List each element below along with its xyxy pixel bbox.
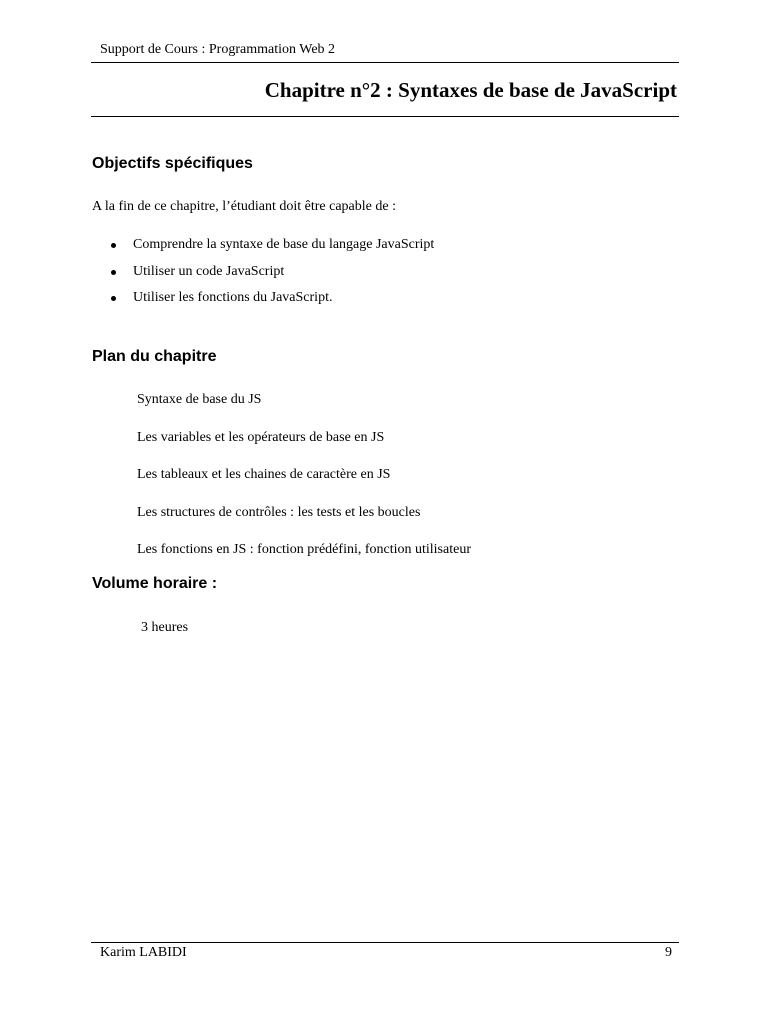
list-item: Comprendre la syntaxe de base du langage JavaScript <box>107 236 434 263</box>
list-item: Utiliser les fonctions du JavaScript. <box>107 289 434 316</box>
list-item: Les fonctions en JS : fonction prédéfini, fonction utilisateur <box>137 542 471 557</box>
list-item: Les variables et les opérateurs de base en JS <box>137 429 385 445</box>
list-item: Les tableaux et les chaines de caractère en JS <box>137 467 391 482</box>
page-number: 9 <box>665 945 672 960</box>
list-item: Utiliser un code JavaScript <box>107 263 434 290</box>
chapter-title: Chapitre n°2 : Syntaxes de base de JavaScript <box>264 78 677 102</box>
list-item: Syntaxe de base du JS <box>137 392 262 407</box>
objectives-list <box>107 236 434 316</box>
plan-heading: Plan du chapitre <box>92 348 217 365</box>
bullet-icon <box>111 296 116 301</box>
footer-author: Karim LABIDI <box>100 945 187 960</box>
footer-divider <box>91 942 679 943</box>
list-item: Les structures de contrôles : les tests et les boucles <box>137 504 421 520</box>
volume-value: 3 heures <box>141 620 189 635</box>
header-divider <box>91 62 679 63</box>
bullet-icon <box>111 270 116 275</box>
course-title: Support de Cours : Programmation Web 2 <box>100 42 336 57</box>
objectives-heading: Objectifs spécifiques <box>92 155 253 172</box>
bullet-icon <box>111 243 116 248</box>
title-divider <box>91 116 679 117</box>
plan-list <box>137 391 471 579</box>
objectives-intro: A la fin de ce chapitre, l’étudiant doit être capable de : <box>92 199 396 214</box>
volume-heading: Volume horaire : <box>92 575 218 592</box>
